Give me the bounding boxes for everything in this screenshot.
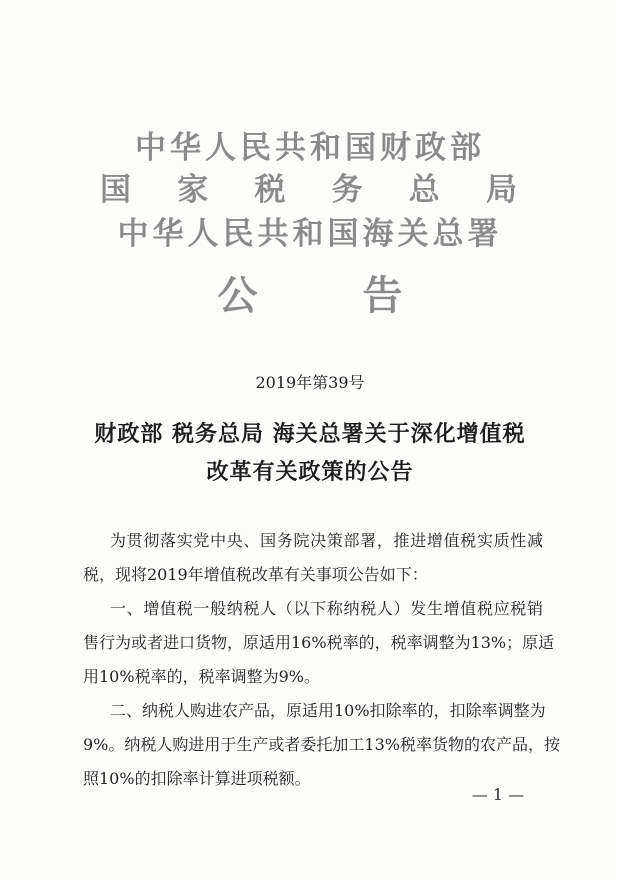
document-number: 2019年第39号 — [255, 373, 365, 392]
announcement-title-line-1: 财政部 税务总局 海关总署关于深化增值税 — [94, 421, 526, 447]
issuing-agency-general-administration-of-customs: 中华人民共和国海关总署 — [117, 216, 503, 252]
document-type-heading — [0, 272, 620, 320]
agency-char: 总 — [408, 172, 443, 208]
issuing-agency-state-taxation-administration — [0, 170, 620, 210]
body-line: 9%。纳税人购进用于生产或者委托加工13%税率货物的农产品，按 — [83, 735, 560, 754]
doc-type-char: 告 — [362, 272, 403, 319]
agency-char: 家 — [177, 172, 212, 208]
agency-char: 国 — [100, 172, 134, 208]
body-line: 用10%税率的，税率调整为9%。 — [83, 667, 320, 686]
body-line: 税，现将2019年增值税改革有关事项公告如下： — [83, 565, 428, 584]
agency-char: 税 — [254, 172, 289, 208]
agency-char: 局 — [485, 172, 520, 208]
issuing-agency-ministry-of-finance: 中华人民共和国财政部 — [135, 130, 485, 166]
body-line: 为贯彻落实党中央、国务院决策部署，推进增值税实质性减 — [110, 531, 543, 550]
doc-type-char: 公 — [217, 272, 258, 319]
body-line: 照10%的扣除率计算进项税额。 — [83, 769, 311, 788]
page-number: — 1 — — [471, 785, 525, 804]
announcement-title-line-2: 改革有关政策的公告 — [206, 459, 414, 485]
body-line: 二、纳税人购进农产品，原适用10%扣除率的，扣除率调整为 — [110, 701, 546, 720]
agency-char: 务 — [331, 172, 366, 208]
body-line: 一、增值税一般纳税人（以下称纳税人）发生增值税应税销 — [110, 599, 543, 618]
body-line: 售行为或者进口货物，原适用16%税率的，税率调整为13%；原适 — [83, 633, 555, 652]
